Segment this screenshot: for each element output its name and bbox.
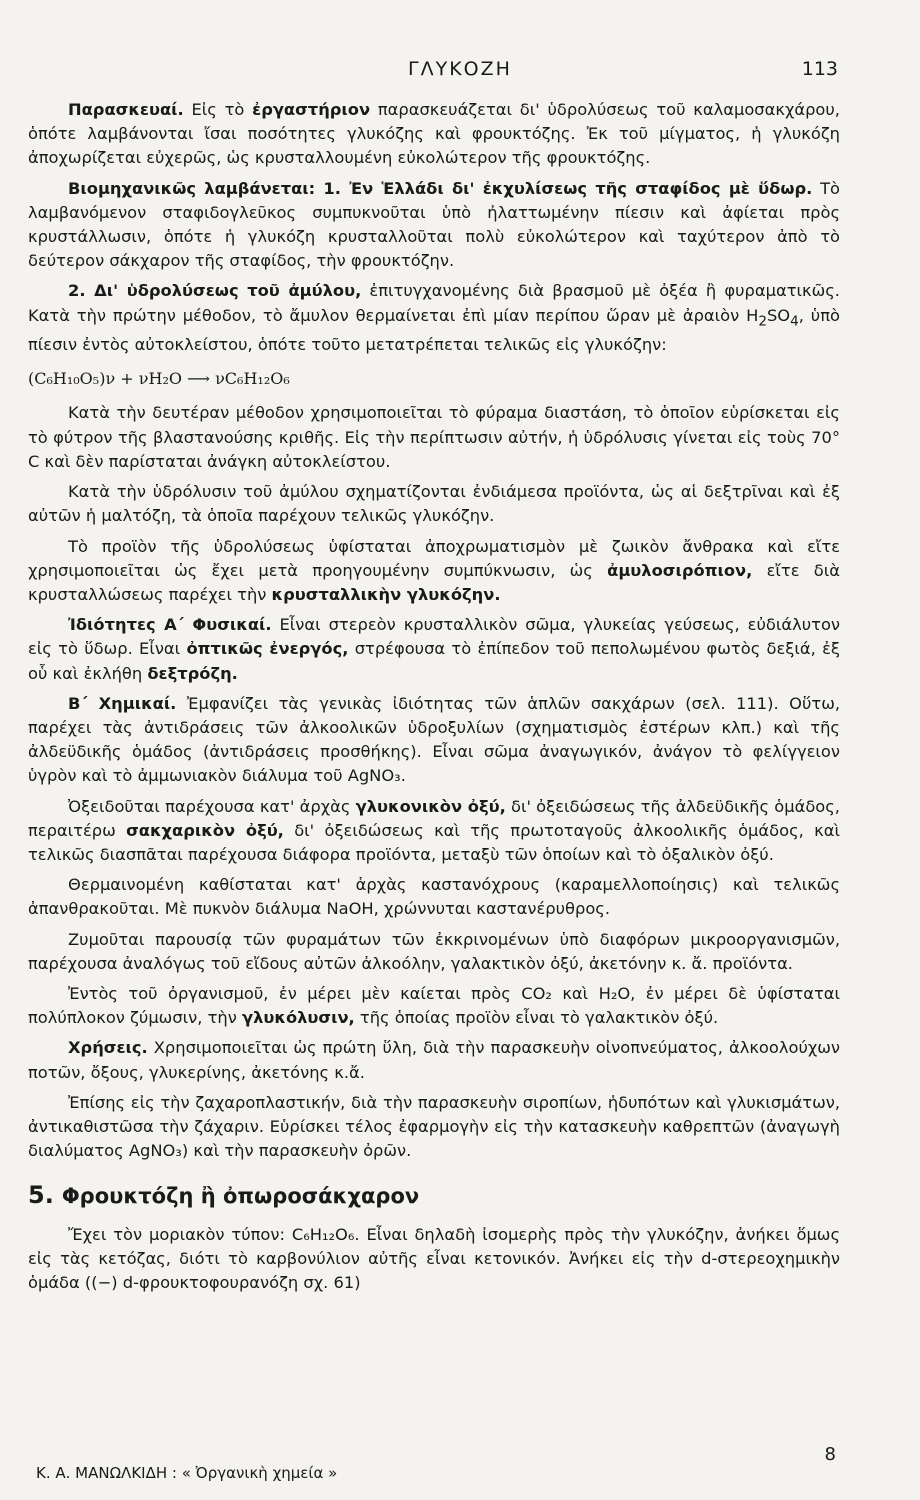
paragraph-text: Ἐντὸς τοῦ ὀργανισμοῦ, ἐν μέρει μὲν καίεται πρὸς CO₂ καὶ H₂O, ἐν μέρει δὲ ὑφίσταται πολύπλοκον ζύμωσιν, τὴν [28,983,840,1028]
page-number: 113 [801,58,838,80]
bold-term: γλυκονικὸν ὀξύ, [355,796,506,816]
paragraph-text: Εἰς τὸ [183,100,253,119]
bold-term: ὀπτικῶς ἐνεργός, [186,639,349,659]
paragraph-fructose: Ἔχει τὸν μοριακὸν τύπον: C₆H₁₂O₆. Εἶναι δηλαδὴ ἰσομερὴς πρὸς τὴν γλυκόζην, ἀνήκει ὅμως εἰς τὰς κετόζας, διότι τὸ καρβονύλιον αὐτῆς εἶναι κετονικόν. Ἀνήκει εἰς τὴν d-στερεοχημικὴν ὁμάδα ((−) d-φρουκτοφουρανόζη σχ. 61) [28,1224,840,1292]
paragraph-text: δι' ὀξειδώσεως καὶ τῆς πρωτοταγοῦς ἀλκοολικῆς ὁμάδος, καὶ τελικῶς διασπᾶται παρέχουσα διάφορα προϊόντα, μεταξὺ τῶν ὁποίων καὶ τὸ ὀξαλικὸν ὀξύ. [28,820,840,864]
paragraph-uses [28,1036,840,1084]
paragraph-intermediates: Κατὰ τὴν ὑδρόλυσιν τοῦ ἀμύλου σχηματίζονται ἐνδιάμεσα προϊόντα, ὡς αἱ δεξτρῖναι καὶ ἐξ αὐτῶν ἡ μαλτόζη, τὰ ὁποῖα παρέχουν τελικῶς γλυκόζην. [28,482,840,526]
paragraph-text: τῆς ὁποίας προϊὸν εἶναι τὸ γαλακτικὸν ὀξύ. [354,1008,719,1028]
paragraph-chemical-properties [28,692,840,789]
paragraph-text: , ὑπὸ πίεσιν ἐντὸς αὐτοκλείστου, ὁπότε τοῦτο μετατρέπεται τελικῶς εἰς γλυκόζην: [28,305,840,355]
paragraph-label: Παρασκευαί. [68,100,184,119]
bold-term: γλυκόλυσιν, [241,1008,355,1028]
subscript: 4 [790,312,799,329]
paragraph-label: Ἰδιότητες Α΄ Φυσικαί. [68,615,272,635]
paragraph-industrial [28,177,840,274]
bold-term: σακχαρικὸν ὀξύ, [126,820,284,840]
section-number: 5. [28,1181,54,1210]
sheet-number: 8 [824,1444,836,1465]
section-title: Φρουκτόζη ἢ ὀπωροσάκχαρον [61,1184,420,1209]
section-heading [28,1183,840,1208]
paragraph-text: Τὸ λαμβανόμενον σταφιδογλεῦκος συμπυκνοῦται ὑπὸ ἠλαττωμένην πίεσιν καὶ ἀφίεται πρὸς κρυστάλλωσιν, ὁπότε ἡ γλυκόζη κρυσταλλοῦται πολὺ εὐκολώτερον καὶ ταχύτερον ἀπὸ τὸ δεύτερον σάκχαρον τῆς σταφίδος, τὴν φρουκτόζην. [28,178,840,271]
paragraph-label: 2. Δι' ὑδρολύσεως τοῦ ἀμύλου, [68,281,362,301]
paragraph-preparations [28,98,840,171]
paragraph-second-method: Κατὰ τὴν δευτέραν μέθοδον χρησιμοποιεῖται τὸ φύραμα διαστάση, τὸ ὁποῖον εὑρίσκεται εἰς τὸ φύτρον τῆς βλαστανούσης κριθῆς. Εἰς τὴν περίπτωσιν αὐτήν, ἡ ὑδρόλυσις γίνεται εἰς τοὺς 70° C καὶ δὲν παρίσταται ἀνάγκη αὐτοκλείστου. [28,403,840,471]
paragraph-glycolysis [28,982,840,1030]
paragraph-text: Τὸ προϊὸν τῆς ὑδρολύσεως ὑφίσταται ἀποχρωματισμὸν μὲ ζωικὸν ἄνθρακα καὶ εἴτε χρησιμοποιεῖται ὡς ἔχει μετὰ προηγουμένην συμπύκνωσιν, ὡς [28,536,840,580]
hydrolysis-equation: (C₆H₁₀O₅)ν + νH₂O ⟶ νC₆H₁₂O₆ [28,369,290,389]
paragraph-text: εἴτε διὰ κρυσταλλώσεως παρέχει τὴν [28,560,840,604]
subscript: 2 [758,312,767,329]
paragraph-text: Ἐμφανίζει τὰς γενικὰς ἰδιότητας τῶν ἁπλῶν σακχάρων (σελ. 111). Οὕτω, παρέχει τὰς ἀντιδράσεις τῶν ἀλκοολικῶν ὑδροξυλίων (σχηματισμὸς ἐστέρων κλπ.) καὶ τῆς ἀλδεϋδικῆς ὁμάδος (ἀντιδράσεις προσθήκης). Εἶναι σῶμα ἀναγωγικόν, ἀνάγον τὸ φελίγγειον ὑγρὸν καὶ τὸ ἀμμωνιακὸν διάλυμα τοῦ AgNO₃. [28,693,840,786]
footer-author: Κ. Α. ΜΑΝΩΛΚΙΔΗ : « Ὀργανικὴ χημεία » [36,1464,338,1482]
paragraph-confectionery: Ἐπίσης εἰς τὴν ζαχαροπλαστικήν, διὰ τὴν παρασκευὴν σιροπίων, ἡδυπότων καὶ γλυκισμάτων, ἀντικαθιστῶσα τὴν ζάχαριν. Εὑρίσκει τέλος ἐφαρμογὴν εἰς τὴν κατασκευὴν καθρεπτῶν (ἀναγωγὴ διαλύματος AgNO₃) καὶ τὴν παρασκευὴν ὀρῶν. [28,1092,840,1161]
paragraph-decolorization [28,535,840,608]
page-body [28,98,840,1301]
paragraph-heating: Θερμαινομένη καθίσταται κατ' ἀρχὰς καστανόχρους (καραμελλοποίησις) καὶ τελικῶς ἀπανθρακοῦται. Μὲ πυκνὸν διάλυμα NaOH, χρώννυται καστανέρυθρος. [28,875,840,919]
bold-term: ἀμυλοσιρόπιον, [607,560,753,580]
paragraph-label: Β΄ Χημικαί. [68,693,177,713]
paragraph-text: δι' ὀξειδώσεως τῆς ἀλδεϋδικῆς ὁμάδος, περαιτέρω [28,796,840,840]
paragraph-text: στρέφουσα τὸ ἐπίπεδον τοῦ πεπολωμένου φωτὸς δεξιά, ἐξ οὗ καὶ ἐκλήθη [28,639,840,683]
paragraph-label: Βιομηχανικῶς λαμβάνεται: 1. Ἐν Ἑλλάδι δι' ἐκχυλίσεως τῆς σταφίδος μὲ ὕδωρ. [68,178,813,198]
paragraph-text: Χρησιμοποιεῖται ὡς πρώτη ὕλη, διὰ τὴν παρασκευὴν οἰνοπνεύματος, ἀλκοολούχων ποτῶν, ὄξους, γλυκερίνης, ἀκετόνης κ.ἄ. [28,1038,840,1082]
paragraph-physical-properties [28,613,840,686]
page-header [0,58,920,88]
bold-term: δεξτρόζη. [147,663,238,683]
paragraph-text: Εἶναι στερεὸν κρυσταλλικὸν σῶμα, γλυκείας γεύσεως, εὐδιάλυτον εἰς τὸ ὕδωρ. Εἶναι [28,615,840,659]
bold-term: ἐργαστήριον [252,100,371,119]
paragraph-starch-hydrolysis [28,279,840,357]
formula-part: SO [766,305,791,325]
running-title: ΓΛΥΚΟΖΗ [408,58,512,80]
page-footer [36,1444,836,1480]
paragraph-text: ἐπιτυγχανομένης διὰ βρασμοῦ μὲ ὀξέα ἢ φυραματικῶς. Κατὰ τὴν πρώτην μέθοδον, τὸ ἄμυλον θερμαίνεται ἐπὶ μίαν περίπου ὥραν μὲ ἀραιὸν H [28,281,840,325]
paragraph-text: παρασκευάζεται δι' ὑδρολύσεως τοῦ καλαμοσακχάρου, ὁπότε λαμβάνονται ἴσαι ποσότητες γλυκόζης καὶ φρουκτόζης. Ἐκ τοῦ μίγματος, ἡ γλυκόζη ἀποχωρίζεται εὐχερῶς, ὡς κρυσταλλουμένη εὐκολώτερον τῆς φρουκτόζης. [28,100,840,168]
paragraph-oxidation [28,795,840,868]
paragraph-fermentation: Ζυμοῦται παρουσίᾳ τῶν φυραμάτων τῶν ἐκκρινομένων ὑπὸ διαφόρων μικροοργανισμῶν, παρέχουσα ἀναλόγως τοῦ εἴδους αὐτῶν ἀλκοόλην, γαλακτικὸν ὀξύ, ἀκετόνην κ. ἄ. προϊόντα. [28,929,840,973]
paragraph-label: Χρήσεις. [68,1038,148,1058]
paragraph-text: Ὀξειδοῦται παρέχουσα κατ' ἀρχὰς [68,796,356,816]
bold-term: κρυσταλλικὴν γλυκόζην. [271,584,501,604]
